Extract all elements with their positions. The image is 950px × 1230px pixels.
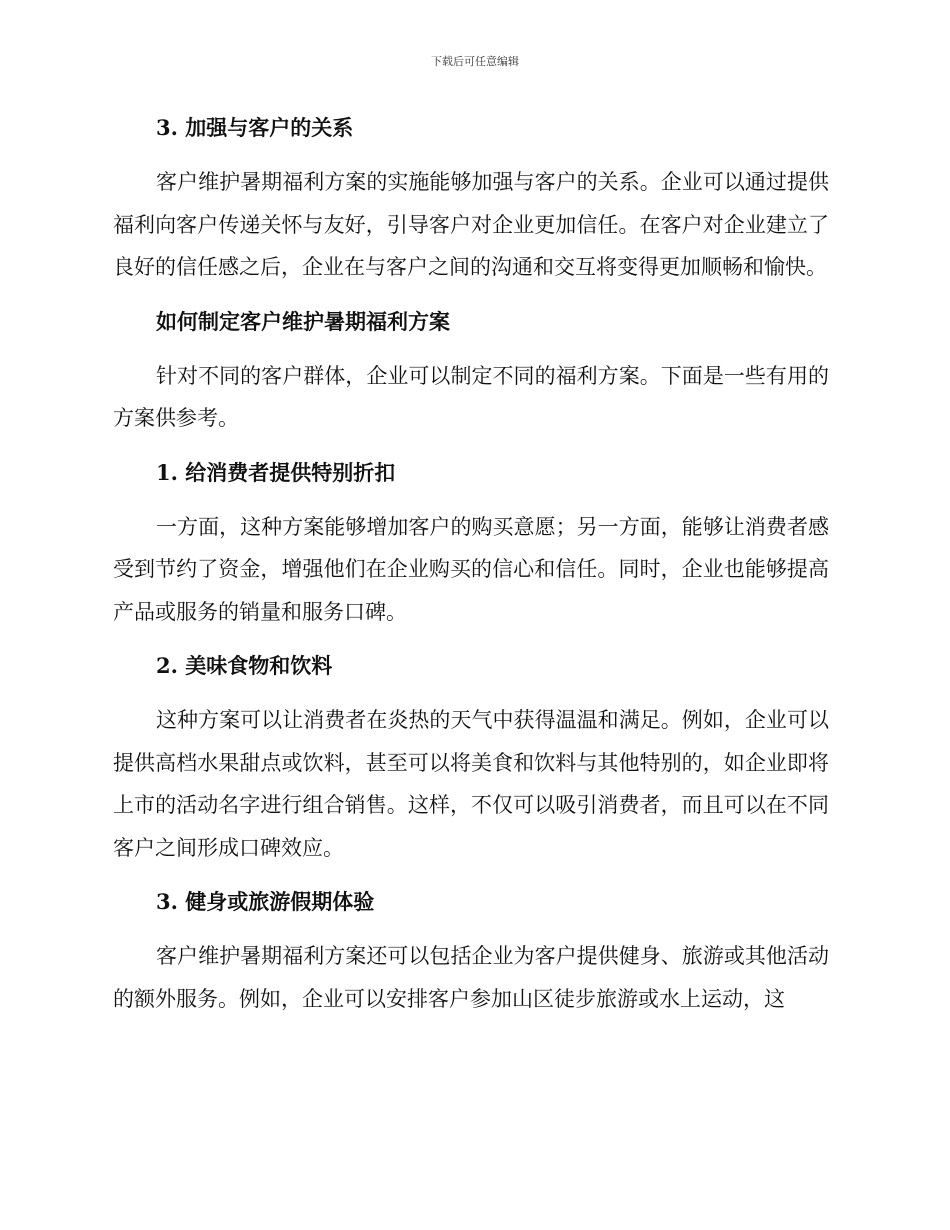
section-heading-strengthen-relationship: 3. 加强与客户的关系 — [156, 115, 354, 140]
section-paragraph-how-to-plan: 针对不同的客户群体，企业可以制定不同的福利方案。下面是一些有用的方案供参考。 — [113, 363, 829, 430]
section-heading-how-to-plan: 如何制定客户维护暑期福利方案 — [156, 308, 450, 334]
section-paragraph-strengthen-relationship: 客户维护暑期福利方案的实施能够加强与客户的关系。企业可以通过提供福利向客户传递关怀与友好，引导客户对企业更加信任。在客户对企业建立了良好的信任感之后，企业在与客户之间的沟通和交互将变得更加顺畅和愉快。 — [113, 170, 829, 279]
section-heading-fitness-travel: 3. 健身或旅游假期体验 — [156, 889, 375, 914]
page-header-note: 下载后可任意编辑 — [431, 55, 519, 68]
section-heading-special-discount: 1. 给消费者提供特别折扣 — [156, 459, 396, 485]
document-body — [113, 107, 829, 1020]
section-heading-food-and-drinks: 2. 美味食物和饮料 — [156, 653, 333, 678]
section-paragraph-fitness-travel: 客户维护暑期福利方案还可以包括企业为客户提供健身、旅游或其他活动的额外服务。例如，企业可以安排客户参加山区徒步旅游或水上运动，这 — [113, 944, 829, 1011]
section-paragraph-food-and-drinks: 这种方案可以让消费者在炎热的天气中获得温温和满足。例如，企业可以提供高档水果甜点或饮料，甚至可以将美食和饮料与其他特别的，如企业即将上市的活动名字进行组合销售。这样，不仅可以吸引消费者，而且可以在不同客户之间形成口碑效应。 — [113, 708, 829, 860]
section-paragraph-special-discount: 一方面，这种方案能够增加客户的购买意愿；另一方面，能够让消费者感受到节约了资金，增强他们在企业购买的信心和信任。同时，企业也能够提高产品或服务的销量和服务口碑。 — [113, 514, 829, 624]
